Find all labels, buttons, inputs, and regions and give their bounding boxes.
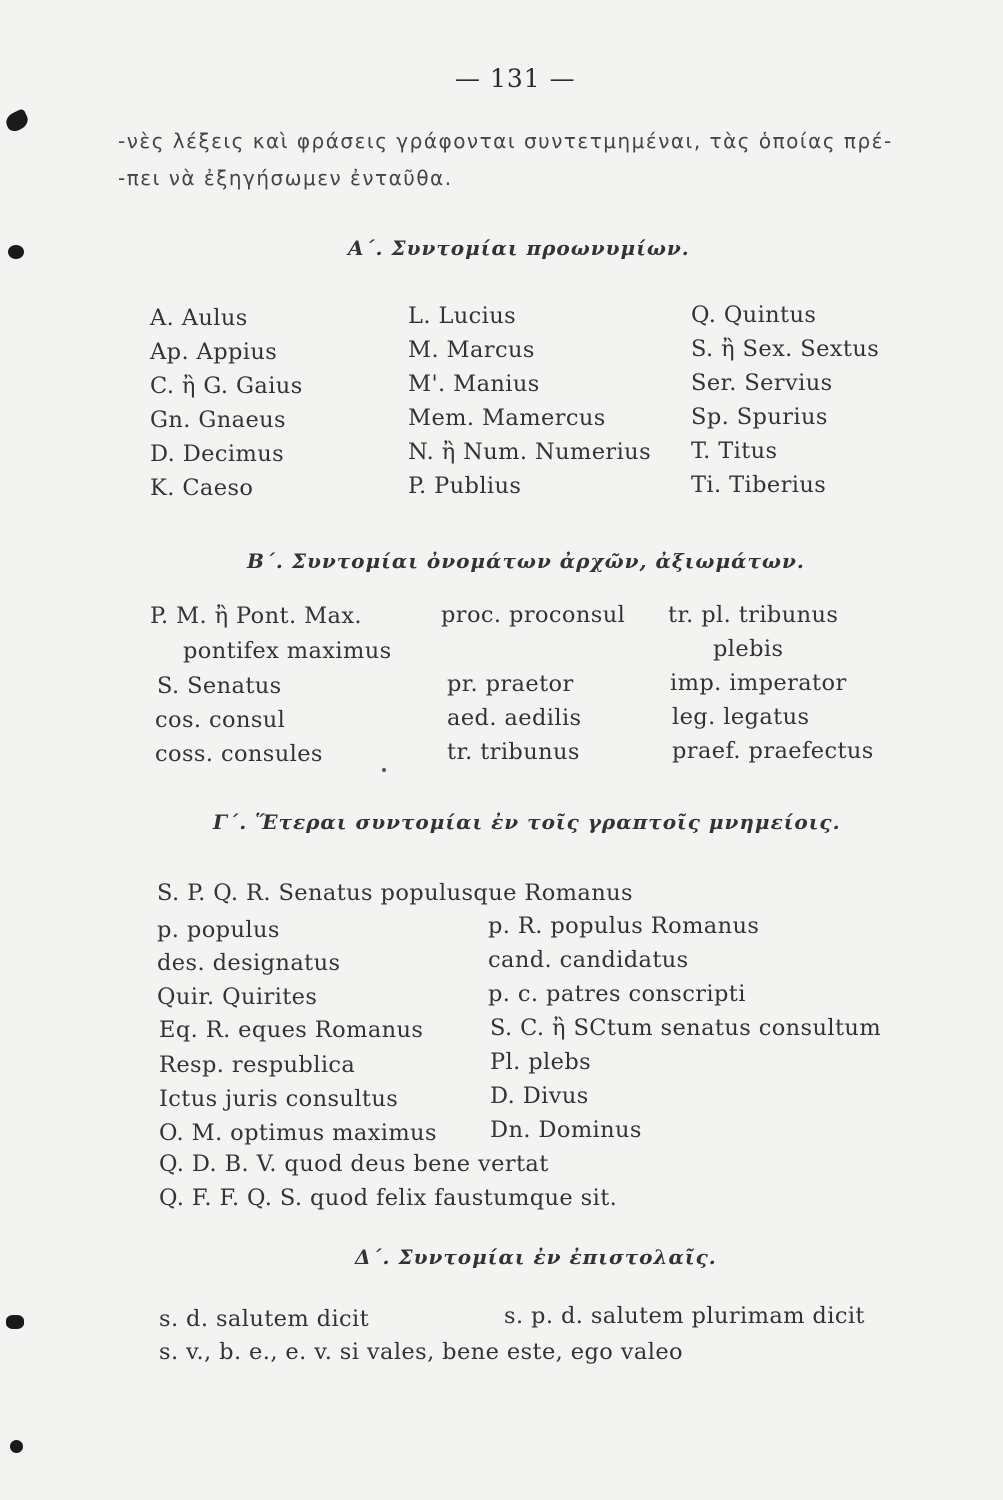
- entry: Pl. plebs: [490, 1049, 592, 1075]
- entry: pr. praetor: [447, 671, 574, 697]
- section-a-heading: Α΄. Συντομίαι προωνυμίων.: [348, 236, 690, 260]
- entry: Q. F. F. Q. S. quod felix faustumque sit.: [159, 1185, 618, 1211]
- entry: M'. Manius: [408, 371, 540, 397]
- entry: T. Titus: [691, 438, 778, 464]
- entry: s. d. salutem dicit: [159, 1306, 370, 1332]
- entry: proc. proconsul: [441, 602, 626, 628]
- entry: S. Senatus: [157, 673, 282, 699]
- intro-line-2: -πει νὰ ἐξηγήσωμεν ἐνταῦθα.: [118, 166, 453, 190]
- entry: cand. candidatus: [488, 947, 689, 973]
- scan-mark: [10, 1440, 23, 1453]
- entry: p. c. patres conscripti: [488, 981, 746, 1007]
- entry: imp. imperator: [670, 670, 847, 696]
- entry: Ti. Tiberius: [691, 472, 827, 498]
- entry: K. Caeso: [150, 475, 254, 501]
- entry: coss. consules: [155, 741, 323, 767]
- entry: Q. D. B. V. quod deus bene vertat: [159, 1151, 549, 1177]
- intro-line-1: -νὲς λέξεις καὶ φράσεις γράφονται συντετμημέναι, τὰς ὁποίας πρέ-: [118, 129, 893, 153]
- entry: aed. aedilis: [447, 705, 582, 731]
- entry: p. R. populus Romanus: [488, 913, 760, 939]
- entry: P. M. ἢ Pont. Max.: [150, 603, 362, 629]
- entry: D. Divus: [490, 1083, 589, 1109]
- entry: Gn. Gnaeus: [150, 407, 287, 433]
- scan-mark: [382, 768, 386, 772]
- entry: Q. Quintus: [691, 302, 817, 328]
- entry: cos. consul: [155, 707, 286, 733]
- entry: C. ἢ G. Gaius: [150, 373, 303, 399]
- entry: P. Publius: [408, 473, 522, 499]
- scan-mark: [8, 245, 24, 259]
- section-d-heading: Δ΄. Συντομίαι ἐν ἐπιστολαῖς.: [355, 1245, 717, 1269]
- entry: Dn. Dominus: [490, 1117, 642, 1143]
- entry: S. ἢ Sex. Sextus: [691, 336, 880, 362]
- entry: p. populus: [157, 917, 280, 943]
- section-c-heading: Γ΄. Ἕτεραι συντομίαι ἐν τοῖς γραπτοῖς μνημείοις.: [213, 810, 841, 834]
- page-number: — 131 —: [455, 64, 576, 93]
- entry: Resp. respublica: [159, 1052, 356, 1078]
- entry: s. v., b. e., e. v. si vales, bene este, ego valeo: [159, 1339, 683, 1365]
- scan-mark: [3, 108, 31, 134]
- entry: pontifex maximus: [183, 638, 392, 664]
- entry: S. C. ἢ SCtum senatus consultum: [490, 1015, 882, 1041]
- entry: plebis: [713, 636, 784, 662]
- entry: tr. pl. tribunus: [668, 602, 839, 628]
- section-b-heading: Β΄. Συντομίαι ὀνομάτων ἀρχῶν, ἀξιωμάτων.: [247, 549, 805, 573]
- entry: S. P. Q. R. Senatus populusque Romanus: [157, 880, 633, 906]
- entry: des. designatus: [157, 950, 341, 976]
- entry: D. Decimus: [150, 441, 285, 467]
- entry: Ictus juris consultus: [159, 1086, 399, 1112]
- entry: M. Marcus: [408, 337, 535, 363]
- entry: Ap. Appius: [150, 339, 278, 365]
- entry: Eq. R. eques Romanus: [159, 1017, 424, 1043]
- entry: A. Aulus: [150, 305, 248, 331]
- entry: Mem. Mamercus: [408, 405, 606, 431]
- entry: L. Lucius: [408, 303, 517, 329]
- entry: N. ἢ Num. Numerius: [408, 439, 652, 465]
- entry: leg. legatus: [672, 704, 810, 730]
- scan-mark: [6, 1315, 24, 1329]
- entry: Sp. Spurius: [691, 404, 828, 430]
- entry: Ser. Servius: [691, 370, 833, 396]
- entry: praef. praefectus: [672, 738, 874, 764]
- entry: s. p. d. salutem plurimam dicit: [504, 1303, 865, 1329]
- entry: tr. tribunus: [447, 739, 580, 765]
- entry: Quir. Quirites: [157, 984, 318, 1010]
- entry: O. M. optimus maximus: [159, 1120, 437, 1146]
